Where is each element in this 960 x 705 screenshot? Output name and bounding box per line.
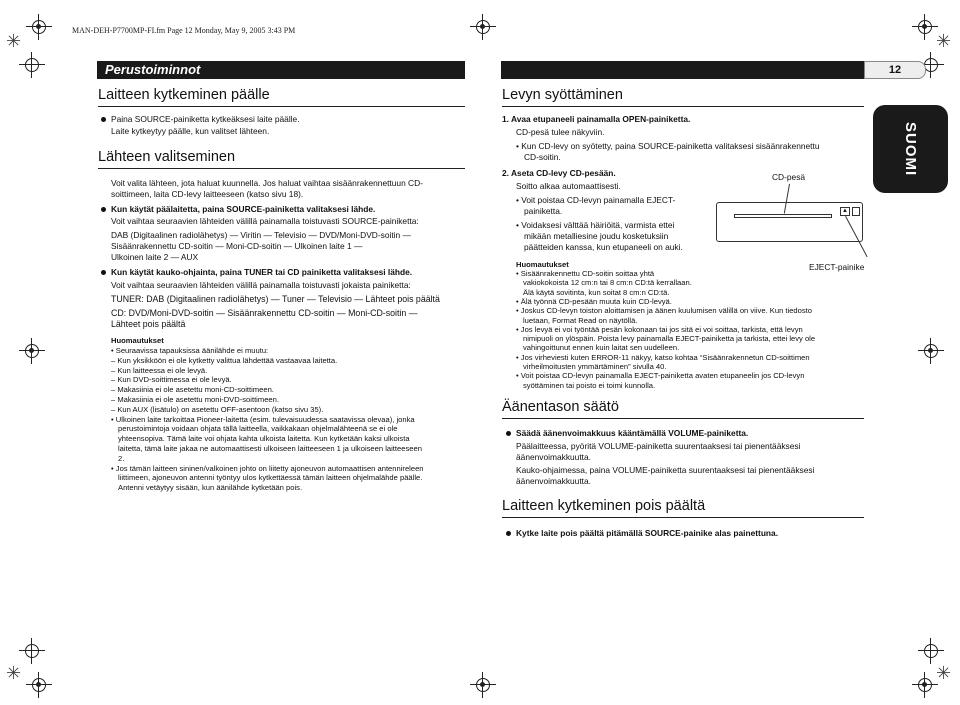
power-on-note: Laite kytkeytyy päälle, kun valitset lähteen. [111,126,270,136]
heading-source: Lähteen valitseminen [98,149,236,165]
bullet-icon [506,431,511,436]
notes-title: Huomautukset [516,260,569,269]
note-line: – Makasiinia ei ole asetettu moni-DVD-soittimeen. [111,395,279,404]
note-line: nimipuoli on ylöspäin. Poista levy painamalla EJECT-painiketta ja tarkista, ettei levy ole [523,334,816,344]
source-sequence: Sisäänrakennettu CD-soitin — Moni-CD-soitin — Ulkoinen laite 1 — [111,241,363,251]
heading-power-off: Laitteen kytkeminen pois päältä [502,498,706,514]
registration-mark-icon [918,638,944,664]
note-line: syöttäminen tai poisto ei toimi kunnolla. [523,380,656,390]
crop-star-icon: ✳ [936,31,952,51]
section-header-bar-right [501,61,864,79]
load-step-2-note: mikään metalliesine joudu kosketuksiin [524,231,669,241]
volume-main-unit: äänenvoimakkuutta. [516,452,591,462]
registration-mark-icon [26,14,52,40]
figure-label-cd-slot: CD-pesä [772,172,806,182]
power-on-step: Paina SOURCE-painiketta kytkeäksesi laite päälle. [111,114,300,124]
heading-power-on: Laitteen kytkeminen päälle [98,87,270,103]
source-step-desc: Voit vaihtaa seuraavien lähteiden välillä painamalla toistuvasti SOURCE-painiketta: [111,216,419,226]
note-line: liittimeen, ajoneuvon antenni työntyy ulos kytkettäessä tämän laitteen ohjelmalähde päälle. [118,473,423,483]
language-tab-label: SUOMI [902,121,919,177]
note-line: vahingoittunut ennen kuin laitat sen uudelleen. [523,343,680,353]
note-line: Älä käytä sovitinta, kun soitat 8 cm:n CD:tä. [523,287,670,297]
bullet-icon [506,531,511,536]
source-step-main-unit: Kun käytät päälaitetta, paina SOURCE-painiketta valitaksesi lähde. [111,204,376,214]
load-step-1-note: • Kun CD-levy on syötetty, paina SOURCE-painiketta valitaksesi sisäänrakennettu [516,141,820,151]
registration-mark-icon [470,672,496,698]
heading-rule [98,168,465,169]
note-line: – Makasiinia ei ole asetettu moni-CD-soittimeen. [111,385,274,395]
crop-star-icon: ✳ [6,663,22,683]
crop-star-icon: ✳ [936,663,952,683]
heading-rule [502,517,864,518]
registration-mark-icon [19,638,45,664]
cd-sequence: Lähteet pois päältä [111,319,186,329]
eject-button-illustration: ▲ [840,207,850,216]
note-line: vakiokokoista 12 cm:n tai 8 cm:n CD:tä kerrallaan. [523,278,692,288]
note-line: • Sisäänrakennettu CD-soitin soittaa yhtä [516,269,655,278]
load-step-2-result: Soitto alkaa automaattisesti. [516,181,621,191]
bullet-icon [101,270,106,275]
note-line: • Älä työnnä CD-pesään muuta kuin CD-levyä. [516,296,672,306]
note-line: luetaan, Format Read on näytöllä. [523,315,638,325]
bullet-icon [101,207,106,212]
note-line: Antenni vetäytyy sisään, kun äänilähde kytketään pois. [118,483,303,493]
registration-mark-icon [918,338,944,364]
figure-label-eject: EJECT-painike [809,262,865,272]
page-number: 12 [864,61,926,79]
heading-rule [502,418,864,419]
note-line: yhteensopiva. Tämä laite voi ohjata kahta ulkoista laitetta. Kun kytketään kaksi ulkoista [118,434,410,444]
load-step-2-note: • Voit poistaa CD-levyn painamalla EJECT- [516,195,676,205]
heading-volume: Äänentason säätö [502,399,619,415]
note-line: 2. [118,453,125,463]
heading-rule [98,106,465,107]
load-step-1-result: CD-pesä tulee näkyviin. [516,127,605,137]
source-step-remote-desc: Voit vaihtaa seuraavien lähteiden välillä painamalla toistuvasti jokaista painiketta: [111,280,411,290]
section-title: Perustoiminnot [105,62,201,77]
volume-remote: äänenvoimakkuutta. [516,476,591,486]
note-line: – Kun DVD-soittimessa ei ole levyä. [111,375,232,385]
file-header: MAN-DEH-P7700MP-FI.fm Page 12 Monday, May 9, 2005 3:43 PM [72,26,296,35]
source-sequence: DAB (Digitaalinen radiolähetys) — Viritin — Televisio — DVD/Moni-DVD-soitin — [111,230,411,240]
load-step-2: 2. Aseta CD-levy CD-pesään. [502,168,616,178]
source-intro: soittimeen, laita CD-levy laitteeseen (katso sivu 18). [111,189,304,199]
volume-main-unit: Päälaitteessa, pyöritä VOLUME-painiketta suurentaaksesi tai pienentääksesi [516,441,801,451]
heading-rule [502,106,864,107]
volume-step: Säädä äänenvoimakkuus kääntämällä VOLUME-painiketta. [516,428,749,438]
cd-sequence: CD: DVD/Moni-DVD-soitin — Sisäänrakennettu CD-soitin — Moni-CD-soitin — [111,308,418,318]
power-off-step: Kytke laite pois päältä pitämällä SOURCE-painike alas painettuna. [516,528,779,538]
note-line: • Seuraavissa tapauksissa äänilähde ei muutu: [111,346,269,355]
note-line: – Kun AUX (lisätulo) on asetettu OFF-asentoon (katso sivu 35). [111,404,324,414]
note-line: • Voit poistaa CD-levyn painamalla EJECT-painiketta avaten etupaneelin jos CD-levyn [516,371,805,381]
note-line: • Jos tämän laitteen sininen/valkoinen johto on liitetty ajoneuvon automaattisen antennireleen [111,463,424,473]
crop-star-icon: ✳ [6,31,22,51]
panel-button-illustration [852,207,860,216]
load-step-2-note: painiketta. [524,206,563,216]
cd-slot [734,214,832,218]
load-step-1: 1. Avaa etupaneeli painamalla OPEN-painiketta. [502,114,691,124]
volume-remote: Kauko-ohjaimessa, paina VOLUME-painiketta suurentaaksesi tai pienentääksesi [516,465,815,475]
load-step-2-note: • Voidaksesi välttää häiriöitä, varmista ettei [516,220,675,230]
registration-mark-icon [912,14,938,40]
note-line: – Kun laitteessa ei ole levyä. [111,365,208,375]
notes-title: Huomautukset [111,336,164,345]
note-line: perustoimintoja voidaan ohjata tällä laitteella, vaikkakaan ohjelmalähteenä se ei ole [118,424,398,434]
bullet-icon [101,117,106,122]
heading-disc-load: Levyn syöttäminen [502,87,623,103]
note-line: laitetta, tämä laite jakaa ne automaattisesti ulkoiseen laitteeseen 1 ja ulkoiseen laitteeseen [118,444,422,453]
registration-mark-icon [19,52,45,78]
note-line: • Jos virheviesti kuten ERROR-11 näkyy, katso kohtaa “Sisäänrakennetun CD-soittimen [516,352,810,362]
source-step-remote: Kun käytät kauko-ohjainta, paina TUNER tai CD painiketta valitaksesi lähde. [111,267,413,277]
note-line: • Jos levyä ei voi työntää pesän kokonaan tai jos sitä ei voi soittaa, tarkista, että levyn [516,324,803,334]
load-step-1-note: CD-soitin. [524,152,561,162]
registration-mark-icon [912,672,938,698]
registration-mark-icon [26,672,52,698]
tuner-sequence: TUNER: DAB (Digitaalinen radiolähetys) — Tuner — Televisio — Lähteet pois päältä [111,294,440,304]
note-line: – Kun yksikköön ei ole kytketty valittua lähdettää vastaavaa laitetta. [111,355,338,365]
source-sequence: Ulkoinen laite 2 — AUX [111,252,199,262]
registration-mark-icon [470,14,496,40]
note-line: • Joskus CD-levyn toiston aloittamisen ja äänen kuulumisen välillä on viive. Kun tiedosto [516,306,813,316]
note-line: virheilmoitusten ymmärtäminen” sivulla 40. [523,362,667,371]
load-step-2-note: päätteiden kanssa, kun etupaneeli on auki. [524,242,683,252]
registration-mark-icon [19,338,45,364]
source-intro: Voit valita lähteen, jota haluat kuunnella. Jos haluat vaihtaa sisäänrakennettuun CD- [111,178,423,188]
note-line: • Ulkoinen laite tarkoittaa Pioneer-laitetta (esim. tulevaisuudessa saatavissa olevaa), jonka [111,414,415,424]
